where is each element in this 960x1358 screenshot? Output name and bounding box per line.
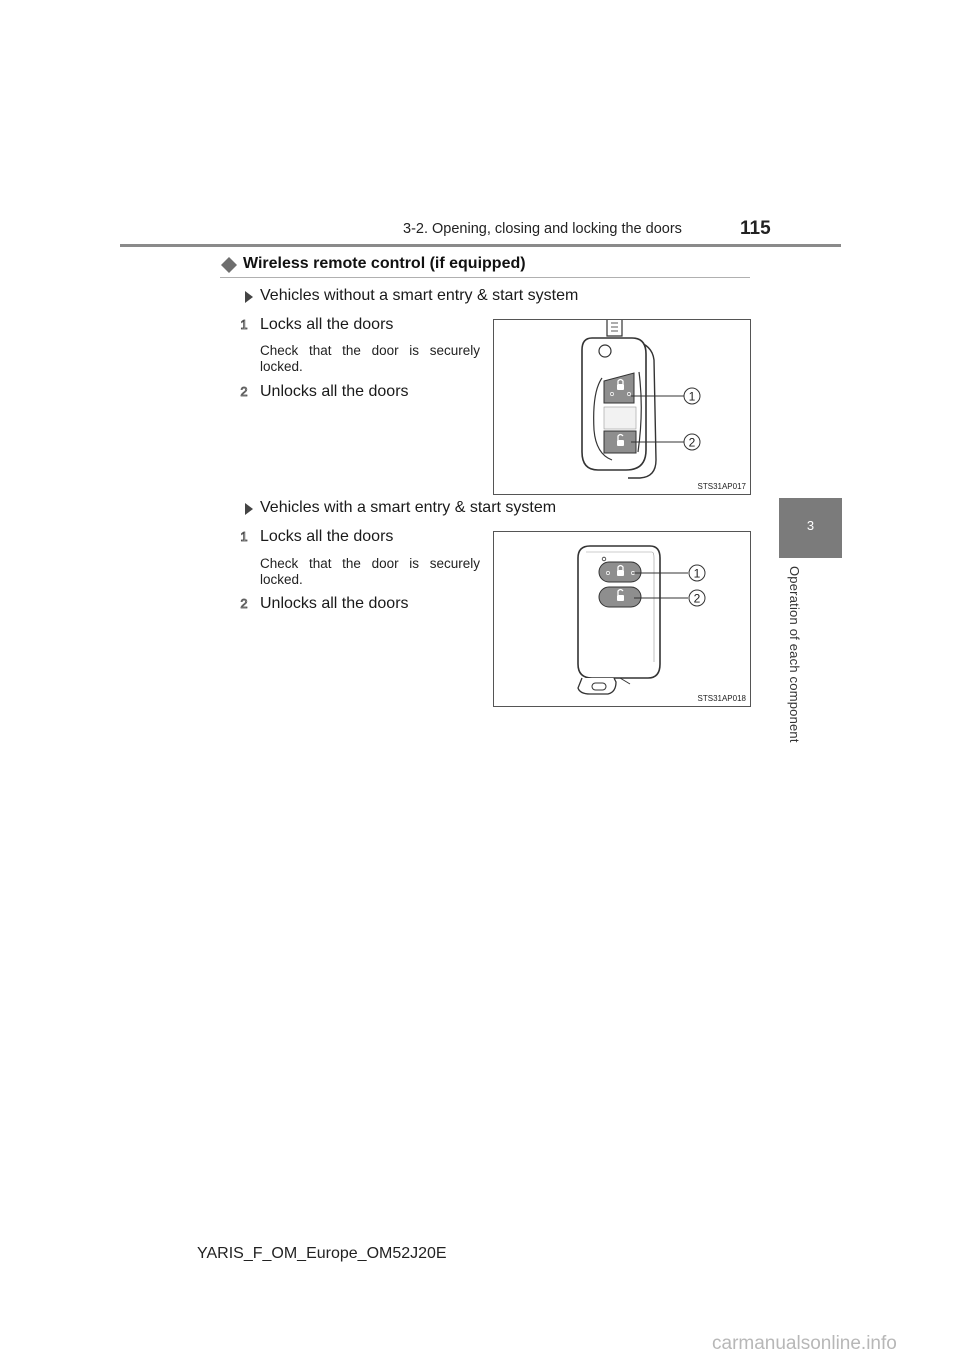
triangle-bullet-icon <box>245 503 253 515</box>
item-text: Locks all the doors <box>260 316 394 333</box>
watermark: carmanualsonline.info <box>712 1333 897 1354</box>
item-number-1-icon <box>237 316 251 332</box>
section-title: Wireless remote control (if equipped) <box>243 255 526 272</box>
item-number-1-icon <box>237 528 251 544</box>
item-text: Locks all the doors <box>260 528 394 545</box>
diamond-bullet-icon <box>220 256 238 274</box>
figure-code: STS31AP018 <box>697 694 746 703</box>
svg-text:2: 2 <box>693 591 701 606</box>
chapter-tab <box>779 498 842 558</box>
variant-label: Vehicles with a smart entry & start system <box>260 499 557 516</box>
figure-code: STS31AP017 <box>697 482 746 491</box>
header-section-title: 3-2. Opening, closing and locking the doors <box>403 221 682 237</box>
item-note: Check that the door is securely locked. <box>260 556 480 587</box>
svg-text:1: 1 <box>240 317 248 332</box>
page-number: 115 <box>740 218 771 239</box>
section-divider <box>220 277 750 278</box>
folding-key-illustration <box>494 320 750 494</box>
svg-text:1: 1 <box>240 529 248 544</box>
svg-text:2: 2 <box>688 435 696 450</box>
svg-text:2: 2 <box>240 384 248 399</box>
figure-smart-key <box>493 531 751 707</box>
figure-folding-key <box>493 319 751 495</box>
svg-text:1: 1 <box>688 389 696 404</box>
smart-key-illustration <box>494 532 750 706</box>
item-text: Unlocks all the doors <box>260 383 409 400</box>
footer-document-id: YARIS_F_OM_Europe_OM52J20E <box>197 1245 447 1262</box>
item-number-2-icon <box>237 383 251 399</box>
header-divider <box>120 244 841 247</box>
svg-text:2: 2 <box>240 596 248 611</box>
item-text: Unlocks all the doors <box>260 595 409 612</box>
triangle-bullet-icon <box>245 291 253 303</box>
svg-text:1: 1 <box>693 566 701 581</box>
item-note: Check that the door is securely locked. <box>260 343 480 374</box>
item-number-2-icon <box>237 595 251 611</box>
chapter-title: Operation of each component <box>787 566 802 743</box>
chapter-number: 3 <box>806 518 815 533</box>
variant-label: Vehicles without a smart entry & start system <box>260 287 579 304</box>
